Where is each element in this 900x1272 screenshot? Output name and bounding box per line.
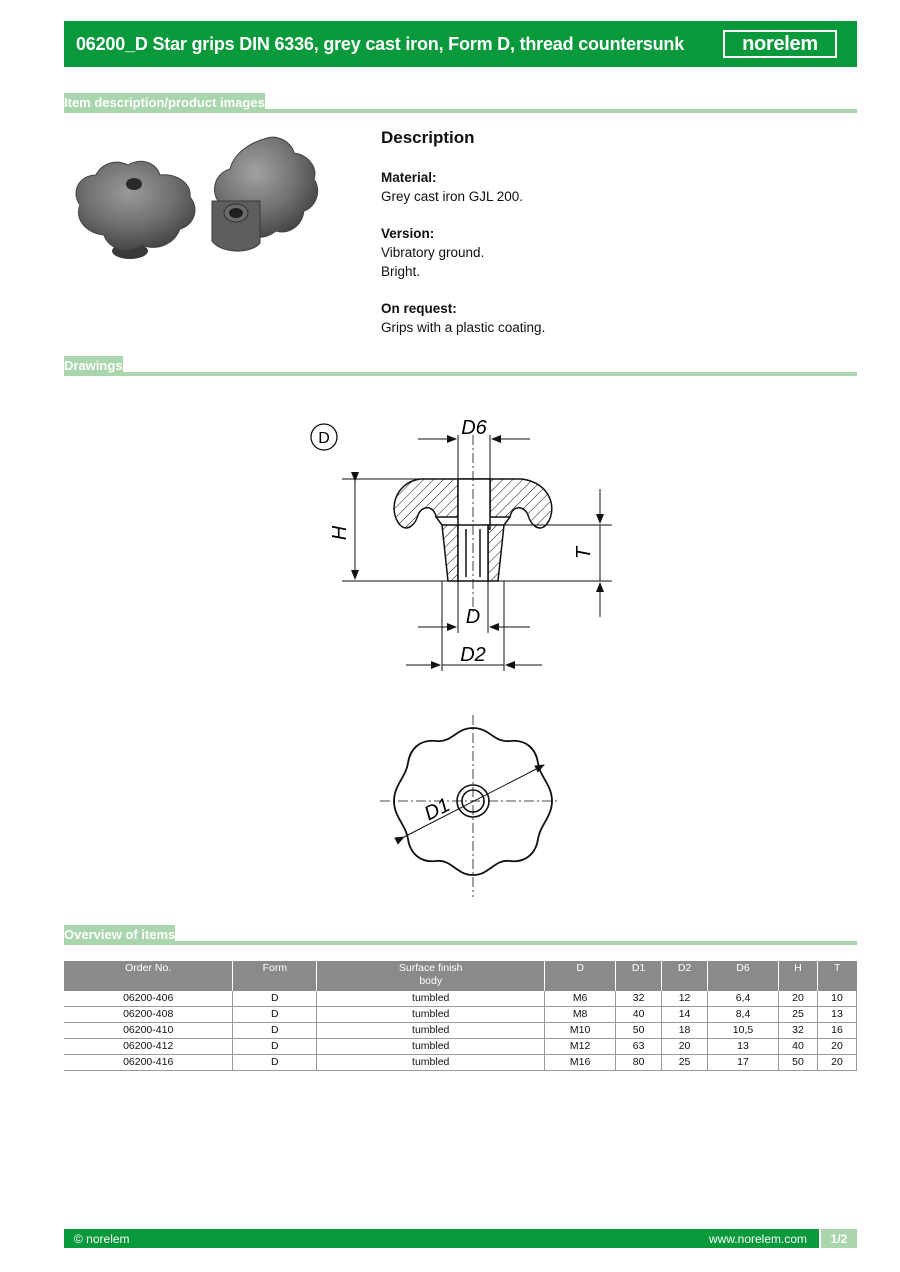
material-label: Material: [381,170,437,185]
table-row[interactable] [64,1007,857,1023]
table-row[interactable] [64,1039,857,1055]
section-label: Drawings [64,356,123,376]
cell-order-no: 06200-408 [64,1007,233,1023]
col-d6[interactable]: D6 [708,961,779,991]
col-d2[interactable]: D2 [662,961,708,991]
cell-surface-finish: tumbled [317,1039,545,1055]
cell-surface-finish: tumbled [317,1055,545,1071]
d1-label: D1 [420,794,454,826]
cell-h: 40 [778,1039,817,1055]
col-surface-line1: Surface finish [398,962,463,974]
cell-form: D [233,991,317,1007]
footer-copyright: © norelem [74,1231,130,1246]
cell-form: D [233,1007,317,1023]
cell-t: 20 [817,1039,856,1055]
cell-d1: 40 [616,1007,662,1023]
cell-d2: 25 [662,1055,708,1071]
cell-t: 20 [817,1055,856,1071]
cell-d: M12 [545,1039,616,1055]
d2-label: D2 [460,644,486,666]
grip-right [212,137,318,251]
cell-form: D [233,1055,317,1071]
cell-surface-finish: tumbled [317,1023,545,1039]
col-surface-line2: body [419,975,443,987]
footer-bar [64,1229,857,1248]
cell-h: 50 [778,1055,817,1071]
cell-d1: 50 [616,1023,662,1039]
d-label: D [465,606,481,628]
header-bar [64,21,857,67]
cell-d6: 8,4 [708,1007,779,1023]
grip-left [76,161,195,259]
section-rule [64,941,857,945]
col-order-no[interactable]: Order No. [64,961,233,991]
section-overview [64,923,857,945]
request-block [381,299,841,337]
cell-h: 32 [778,1023,817,1039]
technical-drawing [290,405,630,905]
cell-t: 16 [817,1023,856,1039]
cell-t: 10 [817,991,856,1007]
top-view [380,715,558,897]
form-label: D [318,430,330,447]
cell-d: M10 [545,1023,616,1039]
request-label: On request: [381,301,457,316]
page-number: 1/2 [819,1229,857,1248]
cell-d1: 32 [616,991,662,1007]
cell-order-no: 06200-406 [64,991,233,1007]
cell-h: 20 [778,991,817,1007]
version-line-2: Bright. [381,264,421,279]
dim-d6 [418,435,530,479]
material-block [381,168,841,206]
cell-d: M6 [545,991,616,1007]
table-header-row [64,961,857,991]
t-label: T [573,546,595,560]
cell-surface-finish: tumbled [317,991,545,1007]
cell-order-no: 06200-410 [64,1023,233,1039]
d6-label: D6 [461,417,487,439]
items-table-wrap [64,961,857,1071]
cell-order-no: 06200-416 [64,1055,233,1071]
cell-form: D [233,1039,317,1055]
section-drawings [64,354,857,376]
norelem-logo[interactable]: norelem [723,30,837,58]
version-block [381,224,841,281]
cell-d2: 14 [662,1007,708,1023]
cell-form: D [233,1023,317,1039]
cell-order-no: 06200-412 [64,1039,233,1055]
section-rule [64,372,857,376]
version-line-1: Vibratory ground. [381,245,485,260]
cell-d6: 13 [708,1039,779,1055]
cell-d2: 20 [662,1039,708,1055]
footer-url-link[interactable]: www.norelem.com [708,1231,807,1246]
cell-d: M16 [545,1055,616,1071]
section-label: Overview of items [64,925,175,945]
description-panel [381,128,841,355]
cell-d6: 6,4 [708,991,779,1007]
col-d1[interactable]: D1 [616,961,662,991]
material-text: Grey cast iron GJL 200. [381,189,524,204]
cell-h: 25 [778,1007,817,1023]
table-row[interactable] [64,1023,857,1039]
cell-d6: 17 [708,1055,779,1071]
cell-surface-finish: tumbled [317,1007,545,1023]
cell-d2: 18 [662,1023,708,1039]
table-row[interactable] [64,1055,857,1071]
request-text: Grips with a plastic coating. [381,320,546,335]
cell-d: M8 [545,1007,616,1023]
description-heading: Description [381,128,475,147]
table-row[interactable] [64,991,857,1007]
page-title: 06200_D Star grips DIN 6336, grey cast iron, Form D, thread countersunk [76,33,685,54]
col-d[interactable]: D [545,961,616,991]
col-surface-finish[interactable] [317,961,545,991]
col-form[interactable]: Form [233,961,317,991]
cell-t: 13 [817,1007,856,1023]
h-label: H [329,525,351,541]
cell-d1: 80 [616,1055,662,1071]
section-label: Item description/product images [64,93,265,113]
cell-d1: 63 [616,1039,662,1055]
section-item-description [64,91,857,113]
version-label: Version: [381,226,435,241]
footer-right [709,1229,857,1248]
cell-d2: 12 [662,991,708,1007]
cell-d6: 10,5 [708,1023,779,1039]
table-body [64,991,857,1071]
product-image [64,129,322,269]
col-h[interactable]: H [778,961,817,991]
items-table [64,961,857,1071]
col-t[interactable]: T [817,961,856,991]
